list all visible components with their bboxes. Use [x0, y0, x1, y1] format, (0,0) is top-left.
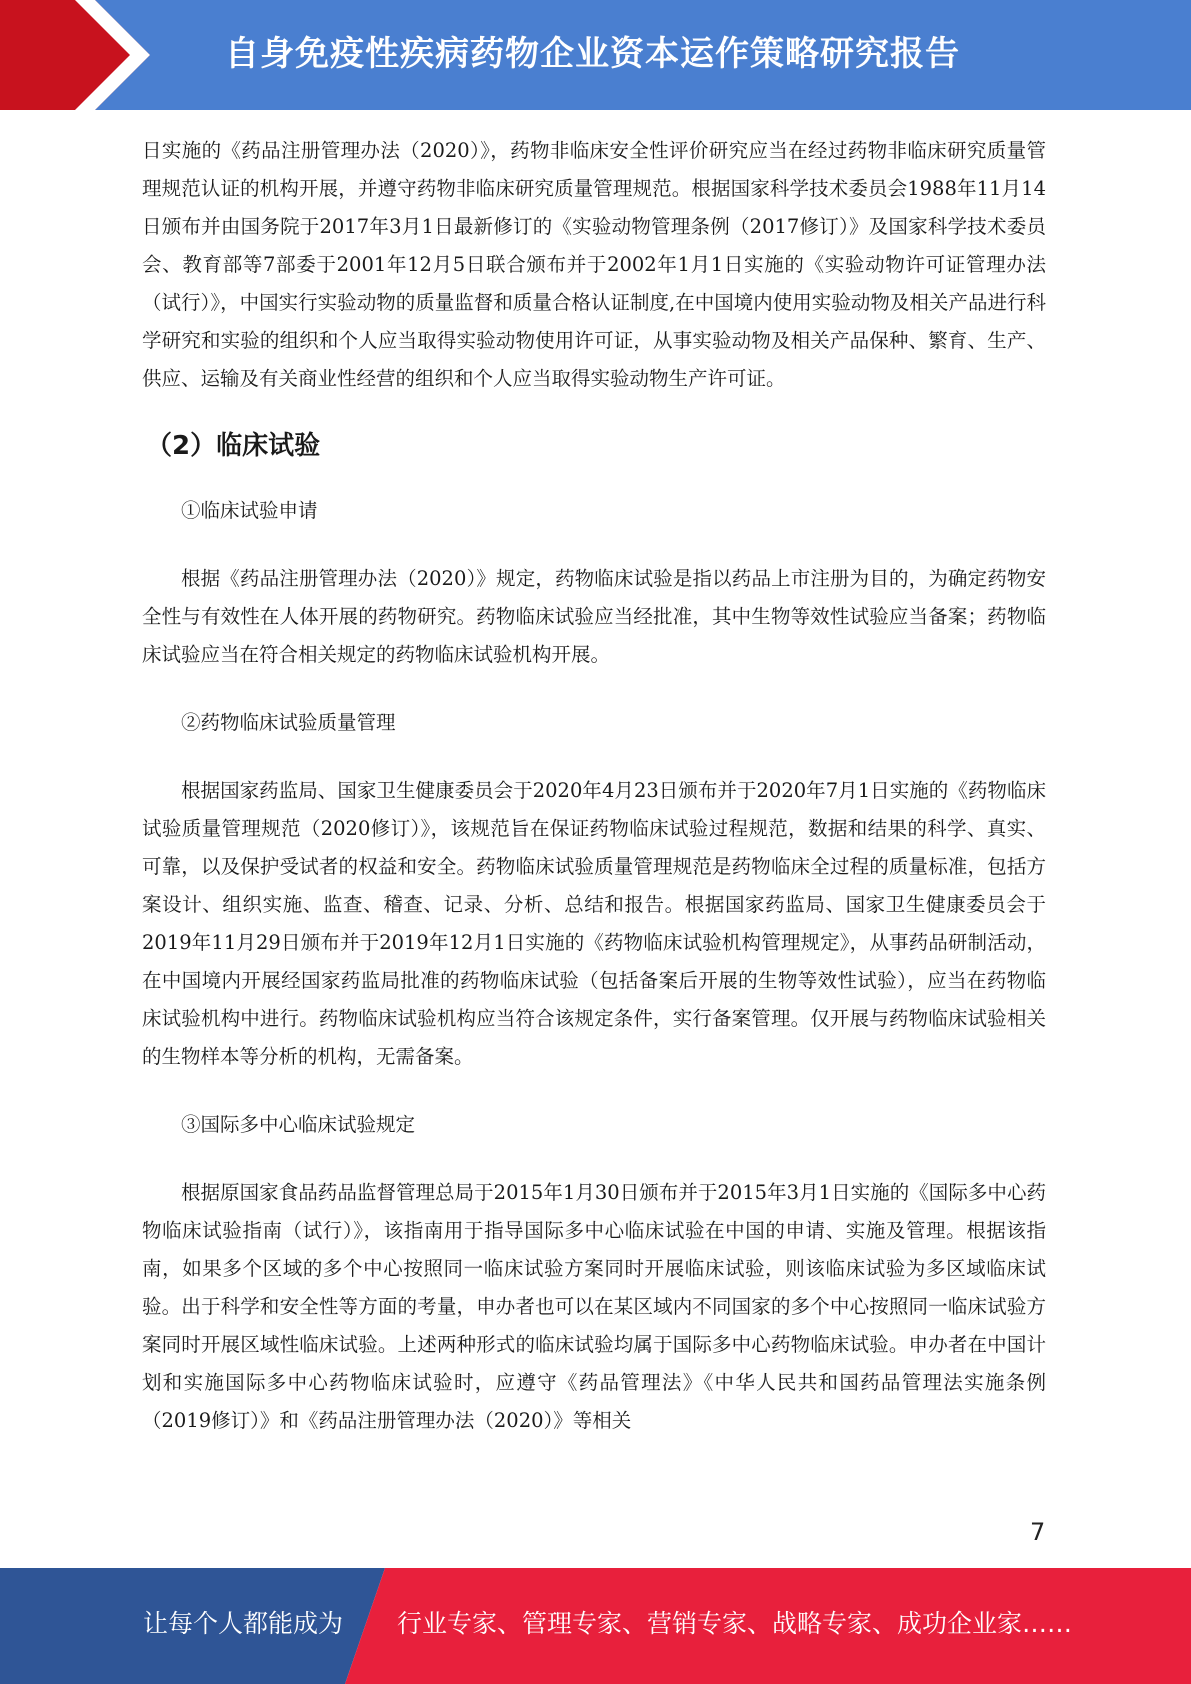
application-paragraph: 根据《药品注册管理办法（2020）》规定，药物临床试验是指以药品上市注册为目的，为确定药物安全性与有效性在人体开展的药物研究。药物临床试验应当经批准，其中生物等效性试验应当备案；药物临床试验应当在符合相关规定的药物临床试验机构开展。	[142, 567, 1046, 666]
quality-paragraph: 根据国家药监局、国家卫生健康委员会于2020年4月23日颁布并于2020年7月1日实施的《药物临床试验质量管理规范（2020修订）》，该规范旨在保证药物临床试验过程规范，数据和结果的科学、真实、可靠，以及保护受试者的权益和安全。药物临床试验质量管理规范是药物临床全过程的质量标准，包括方案设计、组织实施、监查、稽查、记录、分析、总结和报告。根据国家药监局、国家卫生健康委员会于2019年11月29日颁布并于2019年12月1日实施的《药物临床试验机构管理规定》，从事药品研制活动，在中国境内开展经国家药监局批准的药物临床试验（包括备案后开展的生物等效性试验），应当在药物临床试验机构中进行。药物临床试验机构应当符合该规定条件，实行备案管理。仅开展与药物临床试验相关的生物样本等分析的机构，无需备案。	[142, 779, 1046, 1068]
intro-paragraph: 日实施的《药品注册管理办法（2020）》，药物非临床安全性评价研究应当在经过药物非临床研究质量管理规范认证的机构开展，并遵守药物非临床研究质量管理规范。根据国家科学技术委员会1988年11月14日颁布并由国务院于2017年3月1日最新修订的《实验动物管理条例（2017修订）》及国家科学技术委员会、教育部等7部委于2001年12月5日联合颁布并于2002年1月1日实施的《实验动物许可证管理办法（试行）》，中国实行实验动物的质量监督和质量合格认证制度,在中国境内使用实验动物及相关产品进行科学研究和实验的组织和个人应当取得实验动物使用许可证，从事实验动物及相关产品保种、繁育、生产、供应、运输及有关商业性经营的组织和个人应当取得实验动物生产许可证。	[142, 139, 1046, 390]
page-footer	[0, 1568, 1191, 1684]
footer-slogan-left: 让每个人都能成为	[143, 1609, 344, 1638]
header-title: 自身免疫性疾病药物企业资本运作策略研究报告	[225, 34, 960, 74]
footer-slogan-right: 行业专家、管理专家、营销专家、战略专家、成功企业家……	[397, 1609, 1073, 1638]
page-number: 7	[1030, 1518, 1046, 1546]
subsection-title-quality: ②药物临床试验质量管理	[181, 711, 396, 734]
section-heading-clinical-trials: （2）临床试验	[146, 431, 321, 461]
page-header	[0, 0, 1191, 110]
subsection-title-multicenter: ③国际多中心临床试验规定	[181, 1113, 416, 1136]
subsection-title-application: ①临床试验申请	[181, 499, 318, 522]
multicenter-paragraph: 根据原国家食品药品监督管理总局于2015年1月30日颁布并于2015年3月1日实施的《国际多中心药物临床试验指南（试行）》，该指南用于指导国际多中心临床试验在中国的申请、实施及管理。根据该指南，如果多个区域的多个中心按照同一临床试验方案同时开展临床试验，则该临床试验为多区域临床试验。出于科学和安全性等方面的考量，申办者也可以在某区域内不同国家的多个中心按照同一临床试验方案同时开展区域性临床试验。上述两种形式的临床试验均属于国际多中心药物临床试验。申办者在中国计划和实施国际多中心药物临床试验时，应遵守《药品管理法》《中华人民共和国药品管理法实施条例（2019修订）》和《药品注册管理办法（2020）》等相关	[142, 1181, 1046, 1432]
report-body	[142, 132, 1046, 1440]
